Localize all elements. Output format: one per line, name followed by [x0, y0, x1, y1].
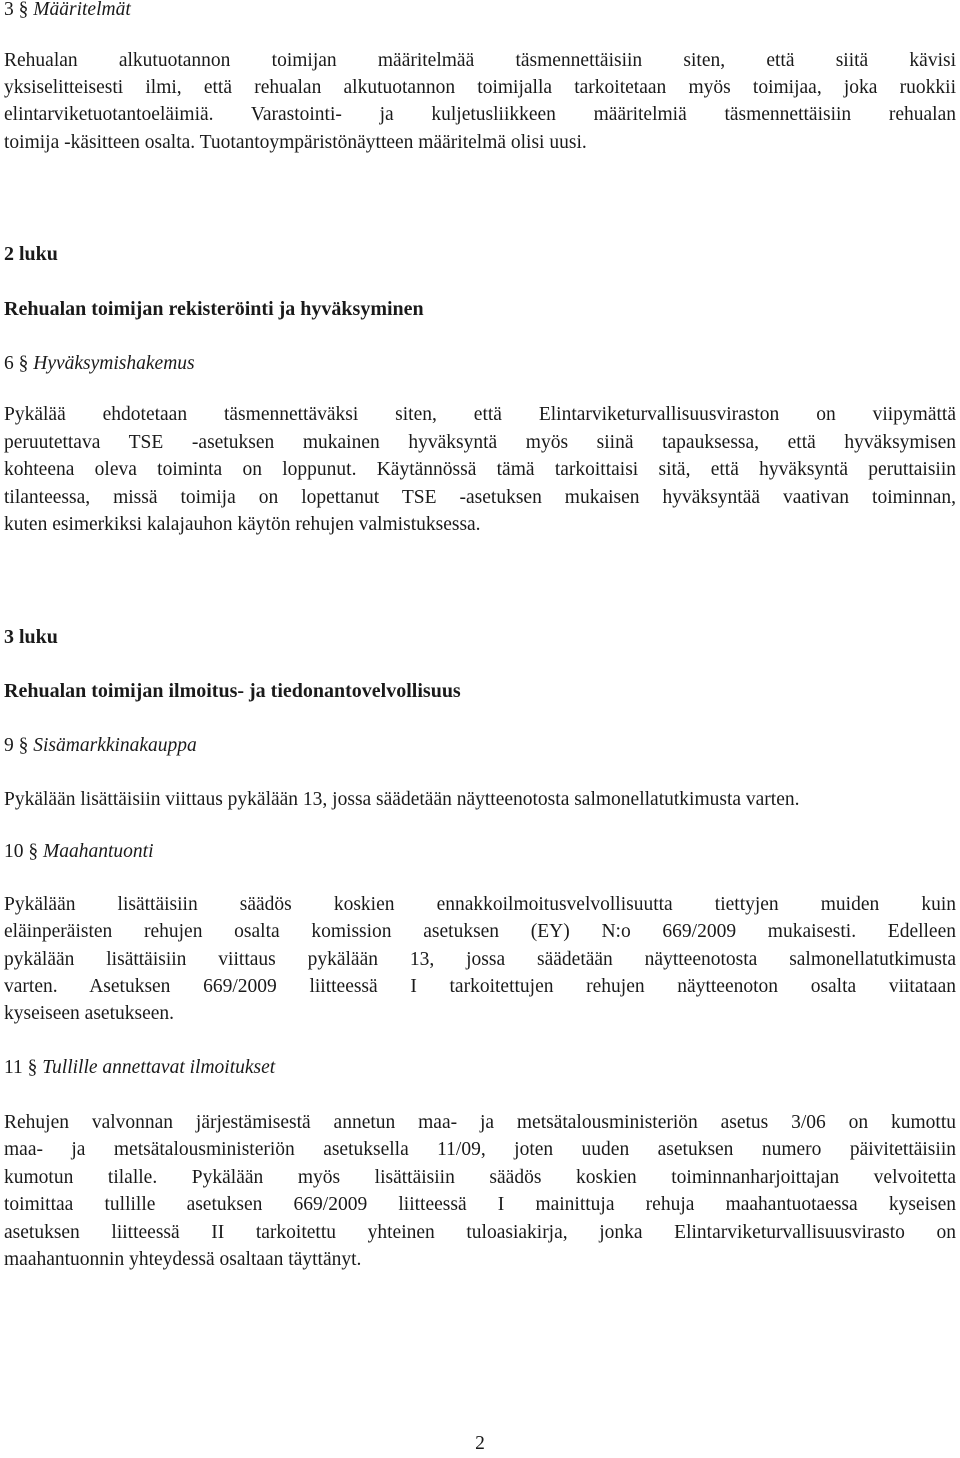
chapter-title-3: Rehualan toimijan ilmoitus- ja tiedonantovelvollisuus: [4, 680, 461, 702]
text-line: asetuksen liitteessä II tarkoitettu yhteinen tuloasiakirja, jonka Elintarviketurvallisuusvirasto on: [4, 1222, 956, 1243]
section-heading-6: [4, 350, 195, 378]
section-heading-3: [4, 0, 131, 24]
section-title: Määritelmät: [33, 0, 131, 20]
text-line: kumotun tilalle. Pykälään myös lisättäisiin säädös koskien toiminnanharjoittajan velvoitetta: [4, 1167, 956, 1188]
text-line: maa- ja metsätalousministeriön asetuksella 11/09, joten uuden asetuksen numero päivitettäisiin: [4, 1139, 956, 1160]
section-number: 3: [4, 0, 14, 20]
text-line: peruutettava TSE -asetuksen mukainen hyväksyntä myös siinä tapauksessa, että hyväksymisen: [4, 432, 956, 453]
text-line: tilanteessa, missä toimija on lopettanut TSE -asetuksen mukaisen hyväksyntää vaativan toiminnan,: [4, 487, 956, 508]
section-heading-9: [4, 732, 197, 760]
section-number: 11: [4, 1057, 23, 1078]
text-line: toimija -käsitteen osalta. Tuotantoympäristönäytteen määritelmä olisi uusi.: [4, 132, 587, 153]
text-line: Pykälään lisättäisiin säädös koskien ennakkoilmoitusvelvollisuutta tiettyjen muiden kuin: [4, 894, 956, 915]
section-number: 10: [4, 841, 24, 862]
text-line: kohteena oleva toiminta on loppunut. Käytännössä tämä tarkoittaisi sitä, että hyväksyntä peruttaisiin: [4, 459, 956, 480]
page-number: 2: [475, 1433, 485, 1454]
text-line: Pykälää ehdotetaan täsmennettäväksi siten, että Elintarviketurvallisuusviraston on viipymättä: [4, 404, 956, 425]
text-line: Pykälään lisättäisiin viittaus pykälään 13, jossa säädetään näytteenotosta salmonellatutkimusta varten.: [4, 789, 800, 810]
text-line: varten. Asetuksen 669/2009 liitteessä I tarkoitettujen rehujen näytteenoton osalta viitataan: [4, 976, 956, 997]
section-title: Hyväksymishakemus: [33, 353, 195, 374]
text-line: pykälään lisättäisiin viittaus pykälään 13, jossa säädetään näytteenotosta salmonellatutkimusta: [4, 949, 956, 970]
section-sign: §: [18, 735, 29, 756]
text-line: elintarviketuotantoeläimiä. Varastointi- ja kuljetusliikkeen määritelmiä täsmennettäisiin rehualan: [4, 104, 956, 125]
chapter-title-2: Rehualan toimijan rekisteröinti ja hyväksyminen: [4, 298, 424, 320]
section-title: Tullille annettavat ilmoitukset: [42, 1057, 276, 1078]
text-line: kuten esimerkiksi kalajauhon käytön rehujen valmistuksessa.: [4, 514, 481, 535]
text-line: Rehujen valvonnan järjestämisestä annetun maa- ja metsätalousministeriön asetus 3/06 on kumottu: [4, 1112, 956, 1133]
section-sign: §: [18, 353, 29, 374]
text-line: toimittaa tullille asetuksen 669/2009 liitteessä I mainittuja rehuja maahantuotaessa kyseisen: [4, 1194, 956, 1215]
text-line: maahantuonnin yhteydessä osaltaan täyttänyt.: [4, 1249, 362, 1270]
text-line: eläinperäisten rehujen osalta komission asetuksen (EY) N:o 669/2009 mukaisesti. Edelleen: [4, 921, 956, 942]
text-line: Rehualan alkutuotannon toimijan määritelmää täsmennettäisiin siten, että siitä kävisi: [4, 50, 956, 71]
section-sign: §: [27, 1057, 38, 1078]
section-title: Sisämarkkinakauppa: [33, 735, 197, 756]
section-title: Maahantuonti: [43, 841, 154, 862]
section-heading-10: [4, 838, 154, 866]
section-number: 6: [4, 353, 14, 374]
chapter-label-2: 2 luku: [4, 243, 58, 265]
section-number: 9: [4, 735, 14, 756]
section-heading-11: [4, 1054, 275, 1082]
text-line: kyseiseen asetukseen.: [4, 1003, 175, 1024]
text-line: yksiselitteisesti ilmi, että rehualan alkutuotannon toimijalla tarkoitetaan myös toimijaa, joka ruokkii: [4, 77, 956, 98]
section-sign: §: [28, 841, 39, 862]
section-sign: §: [18, 0, 29, 20]
chapter-label-3: 3 luku: [4, 626, 58, 648]
